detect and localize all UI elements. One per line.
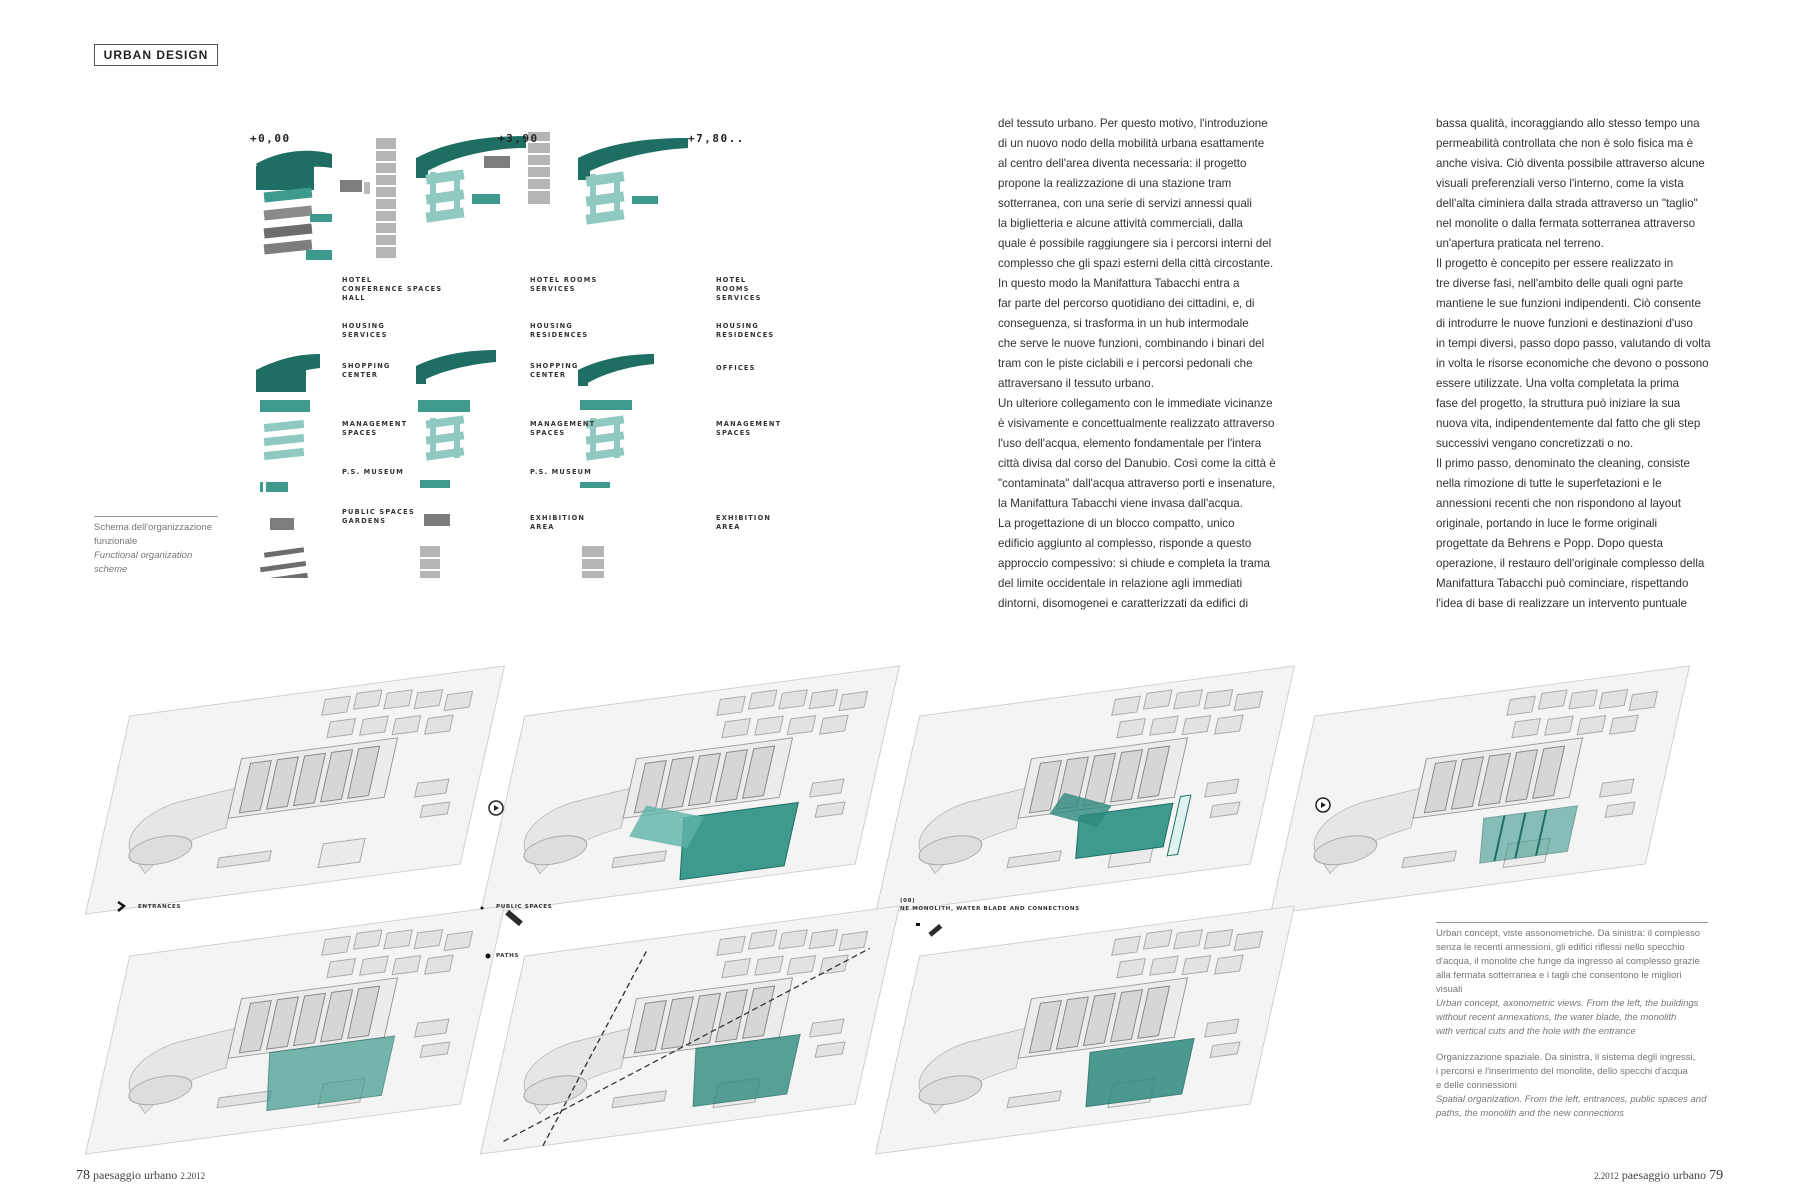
axo-view-4 bbox=[1271, 666, 1690, 914]
text-column-1: del tessuto urbano. Per questo motivo, l'introduzione di un nuovo nodo della mobilità urbana esattamente al centro dell'area diventa necessaria: il progetto propone la realizzazione di una stazione tram sotterranea, con una serie di servizi annessi quali la biglietteria e alcune attività commerciali, dalla quale è possibile raggiungere sia i percorsi interni del complesso che gli spazi esterni della città circostante. In questo modo la Manifattura Tabacchi entra a far parte del percorso quotidiano dei cittadini, e, di conseguenza, si trasforma in un hub intermodale che serve le nuove funzioni, combinando i binari del tram con le piste ciclabili e i percorsi pedonali che attraversano il tessuto urbano. Un ulteriore collegamento con le immediate vicinanze è visivamente e concettualmente realizzato attraverso l'uso dell'acqua, elemento fondamentale per l'intera città divisa dal corso del Danubio. Così come la città è "contaminata" dall'acqua attraverso porti e insenature, la Manifattura Tabacchi viene invasa dall'acqua. La progettazione di un blocco compatto, unico edificio aggiunto al complesso, risponde a questo approccio compessivo: si chiude e completa la trama del limite occidentale in relazione agli immediati dintorni, disomogenei e caratterizzati da edifici di bbox=[998, 117, 1276, 610]
caption-diagram: Schema dell'organizzazione funzionale Functional organization scheme bbox=[94, 516, 218, 577]
axo-view-5 bbox=[86, 906, 505, 1154]
text-column-2: bassa qualità, incoraggiando allo stesso tempo una permeabilità controllata che non è solo fisica ma è anche visiva. Ciò diventa possibile attraverso alcune visuali preferenziali verso l'interno, come la vista dell'alta ciminiera dalla strada attraverso un "taglio" nel monolite o dalla fermata sotterranea attraverso un'apertura praticata nel terreno. Il progetto è concepito per essere realizzato in tre diverse fasi, nell'ambito delle quali ogni parte mantiene le sue funzioni indipendenti. Ciò consente di introdurre le nuove funzioni e destinazioni d'uso in tempi diversi, passo dopo passo, valutando di volta in volta le risorse economiche che devono o possono essere utilizzate. Una volta completata la prima fase del progetto, la struttura può iniziare la sua nuova vita, indipendentemente dal fatto che gli step successivi vengano concretizzati o no. Il primo passo, denominato the cleaning, consiste nella rimozione di tutte le superfetazioni e le annessioni recenti che non rispondono al layout originale, portando in luce le forme originali progettate da Behrens e Popp. Dopo questa operazione, il restauro dell'originale complesso della Manifattura Tabacchi può cominciare, rispettando l'idea di base di realizzare un intervento puntuale bbox=[1436, 117, 1711, 610]
arrow-right-icon bbox=[1316, 798, 1330, 812]
public-spaces-glyph bbox=[505, 910, 523, 926]
legend-item: MANAGEMENT SPACES bbox=[342, 420, 408, 437]
axo-view-1 bbox=[86, 666, 505, 914]
legend-item: EXHIBITION AREA bbox=[530, 514, 586, 531]
caption-axonometric: Urban concept, viste assonometriche. Da sinistra: il complesso senza le recenti annessioni, gli edifici riflessi nello specchio d'acqua, il monolite che funge da ingresso al complesso grazie alla fermata sotterranea e i tagli che consentono le migliori visuali Urban concept, axonometric views. From the left, the buildings without recent annexations, the water blade, the monolith with vertical cuts and the hole with the entrance Organizzazione spaziale. Da sinistra, il sistema degli ingressi, i percorsi e l'inserimento del monolite, dello specchi d'acqua e delle connessioni Spatial organization. From the left, entrances, public spaces and paths, the monolith and the new connections bbox=[1436, 922, 1708, 1121]
legend-item: HOUSING RESIDENCES bbox=[716, 322, 775, 339]
axo-view-7 bbox=[876, 906, 1295, 1154]
label-public-spaces: PUBLIC SPACES bbox=[496, 904, 553, 910]
level-label: +7,80.. bbox=[688, 132, 745, 145]
section-tag: URBAN DESIGN bbox=[94, 44, 218, 66]
legend-item: PUBLIC SPACES GARDENS bbox=[342, 508, 415, 525]
label-paths: PATHS bbox=[496, 953, 520, 959]
legend-item: EXHIBITION AREA bbox=[716, 514, 772, 531]
legend-item: HOTEL CONFERENCE SPACES HALL bbox=[342, 276, 443, 302]
folio-left: 78 paesaggio urbano 2.2012 bbox=[76, 1168, 206, 1183]
level-label: +0,00 bbox=[250, 132, 291, 145]
label-monolith-number: (08) bbox=[900, 898, 916, 904]
legend-item: MANAGEMENT SPACES bbox=[716, 420, 782, 437]
legend-item: P.S. MUSEUM bbox=[342, 468, 404, 476]
public-spaces-dot-icon bbox=[481, 907, 484, 910]
axo-view-6 bbox=[481, 906, 900, 1154]
level-label: +3,90 bbox=[498, 132, 539, 145]
label-monolith: NE MONOLITH, WATER BLADE AND CONNECTIONS bbox=[900, 906, 1080, 912]
legend-item: P.S. MUSEUM bbox=[530, 468, 592, 476]
axo-view-2 bbox=[481, 666, 900, 914]
legend-item: MANAGEMENT SPACES bbox=[530, 420, 596, 437]
legend-item: SHOPPING CENTER bbox=[530, 362, 579, 379]
legend-item: OFFICES bbox=[716, 364, 756, 372]
legend-item: HOUSING RESIDENCES bbox=[530, 322, 589, 339]
legend-item: SHOPPING CENTER bbox=[342, 362, 391, 379]
legend-item: HOTEL ROOMS SERVICES bbox=[530, 276, 598, 293]
axo-view-3 bbox=[876, 666, 1295, 914]
monolith-glyph bbox=[928, 924, 942, 937]
legend-item: HOTEL ROOMS SERVICES bbox=[716, 276, 762, 302]
legend-item: HOUSING SERVICES bbox=[342, 322, 388, 339]
folio-right: 2.2012 paesaggio urbano 79 bbox=[1594, 1168, 1724, 1183]
arrow-right-icon bbox=[489, 801, 503, 815]
label-entrances: ENTRANCES bbox=[138, 904, 181, 910]
monolith-glyph bbox=[916, 923, 920, 926]
paths-dot-icon bbox=[486, 954, 491, 959]
